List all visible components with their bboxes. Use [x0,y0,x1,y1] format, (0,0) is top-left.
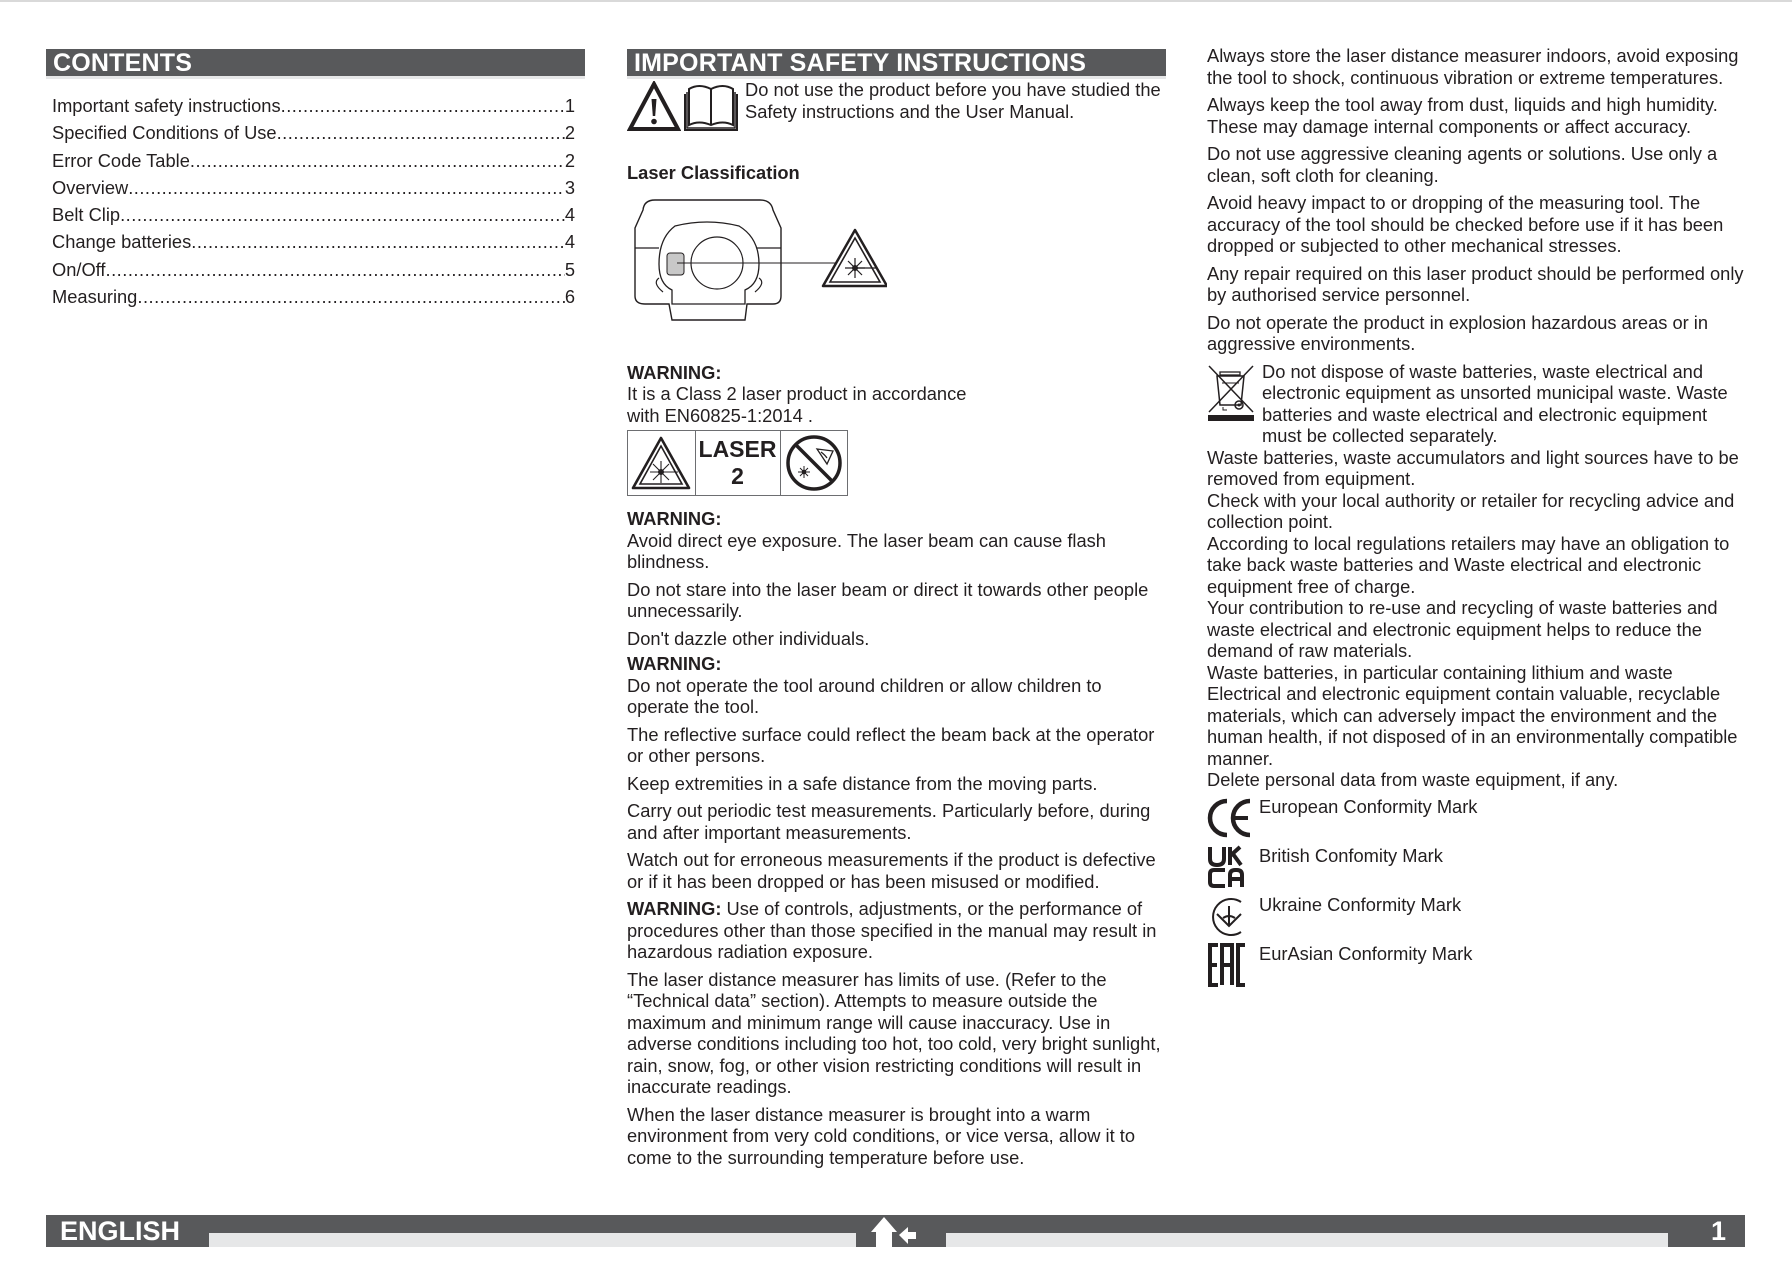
table-of-contents [46,92,585,310]
weee-notice [1207,361,1747,447]
conformity-mark-label: European Conformity Mark [1259,795,1478,817]
toc-item-label: Specified Conditions of Use [52,122,277,144]
toc-leader-dots [190,147,565,174]
warning-label: WARNING: [627,898,722,919]
laser-label-line1: LASER [698,436,777,462]
toc-item-page: 4 [564,204,575,226]
do-not-stare-into-beam-icon [783,434,845,492]
disposal-paragraph: Check with your local authority or retailer for recycling advice and collection point. [1207,489,1735,532]
toc-leader-dots [106,256,565,283]
laser-device-illustration [627,198,1166,328]
toc-item[interactable] [52,147,575,174]
laser-classification-heading: Laser Classification [627,162,800,183]
toc-item-page: 2 [564,149,575,171]
toc-item[interactable] [52,92,575,119]
toc-item[interactable] [52,256,575,283]
safety-paragraph: When the laser distance measurer is brought into a warm environment from very cold conditions, or vice versa, allow it to come to the surrounding temperature before use. [627,1103,1136,1168]
safety-column [627,49,1166,1168]
safety-paragraph: Don't dazzle other individuals. [627,627,870,649]
safety-paragraph: The laser distance measurer has limits of use. (Refer to the “Technical data” section). Attempts to measure outside the maximum and minimum range will cause inaccuracy. Use in adverse conditions including too hot, too cold, very bright sunlight, rain, snow, fog, or other vision restricting conditions will result in inaccurate readings. [627,968,1161,1097]
contents-heading: CONTENTS [46,49,585,76]
ukca-mark-icon [1207,845,1253,889]
toc-item-label: Overview [52,176,129,198]
care-paragraph: Do not operate the product in explosion hazardous areas or in aggressive environments. [1207,311,1709,354]
page-number: 1 [1668,1215,1745,1247]
safety-intro [627,81,1166,133]
conformity-mark-label: EurAsian Conformity Mark [1259,942,1473,964]
toc-item-page: 3 [564,176,575,198]
crossed-out-bin-icon [1207,363,1257,425]
care-paragraph: Always keep the tool away from dust, liquids and high humidity. These may damage internal components or affect accuracy. [1207,94,1718,137]
laser-class-text-2: with EN60825-1:2014 . [627,404,813,426]
toc-item-page: 1 [564,95,575,116]
no-stare-cell [781,431,848,495]
eac-mark-icon [1207,943,1253,987]
warning-label: WARNING: [627,508,722,529]
toc-item-page: 2 [564,122,575,144]
toc-leader-dots [277,119,565,146]
laser-device-drawing [627,198,887,323]
contents-column [46,49,585,310]
toc-leader-dots [128,174,565,201]
warning-triangle-icon [627,81,681,133]
toc-item[interactable] [52,201,575,228]
page-footer [46,1215,1745,1247]
toc-leader-dots [191,228,565,255]
warning-label: WARNING: [627,653,722,674]
safety-paragraph: Watch out for erroneous measurements if the product is defective or if it has been dropped or has been misused or modified. [627,849,1156,892]
toc-leader-dots [137,283,564,310]
safety-paragraph: Carry out periodic test measurements. Particularly before, during and after important measurements. [627,800,1151,843]
safety-paragraph: Do not stare into the laser beam or direct it towards other people unnecessarily. [627,578,1149,621]
toc-leader-dots [120,201,565,228]
laser-label-line2: 2 [731,463,744,489]
conformity-mark-label: Ukraine Conformity Mark [1259,893,1462,915]
laser-class-text-cell [696,431,781,495]
toc-item[interactable] [52,119,575,146]
warning-label: WARNING: [627,361,722,383]
weee-text: Do not dispose of waste batteries, waste electrical and electronic equipment as unsorted municipal waste. Waste batteries and waste electrical and electronic equipment must be collected separately. [1262,360,1728,446]
disposal-paragraph: According to local regulations retailers may have an obligation to take back waste batteries and Waste electrical and electronic equipment free of charge. [1207,532,1730,597]
ce-mark-icon [1207,796,1253,840]
care-paragraph: Always store the laser distance measurer indoors, avoid exposing the tool to shock, continuous vibration or extreme temperatures. [1207,45,1739,88]
laser-hazard-cell [628,431,696,495]
toc-item-label: Change batteries [52,231,192,253]
toc-item-page: 4 [564,231,575,253]
warning-inline-text: Use of controls, adjustments, or the performance of procedures other than those specified in the manual may result in hazardous radiation exposure. [627,898,1157,962]
conformity-mark-item [1207,845,1747,894]
safety-intro-text: Do not use the product before you have studied the Safety instructions and the User Manual. [745,79,1161,122]
home-back-button[interactable] [856,1215,946,1247]
toc-item-label: Error Code Table [52,149,190,171]
toc-item-label: Important safety instructions [52,95,281,116]
laser-class-text-1: It is a Class 2 laser product in accordance [627,383,967,404]
care-paragraph: Any repair required on this laser product should be performed only by authorised service personnel. [1207,262,1744,305]
toc-item[interactable] [52,174,575,201]
toc-item[interactable] [52,228,575,255]
conformity-marks [1207,796,1747,992]
conformity-mark-item [1207,796,1747,845]
care-paragraph: Avoid heavy impact to or dropping of the measuring tool. The accuracy of the tool should be checked before use if it has been dropped or subjected to other mechanical stresses. [1207,192,1724,256]
home-back-icon [856,1215,946,1247]
disposal-paragraph: Delete personal data from waste equipment, if any. [1207,769,1619,790]
care-disposal-column [1207,45,1747,992]
toc-item-page: 6 [564,286,575,308]
toc-item-label: Measuring [52,286,138,308]
safety-warning-paragraph [627,898,1166,963]
disposal-paragraph: Waste batteries, in particular containing lithium and waste Electrical and electronic equipment contain valuable, recyclable materials, which can adversely impact the environment and the human health, if not disposed of in an environmentally compatible manner. [1207,661,1738,769]
safety-paragraph: Keep extremities in a safe distance from the moving parts. [627,772,1098,794]
disposal-paragraph: Your contribution to re-use and recycling of waste batteries and waste electrical and electronic equipment helps to reduce the demand of raw materials. [1207,597,1718,661]
toc-item-page: 5 [564,258,575,280]
care-paragraph: Do not use aggressive cleaning agents or solutions. Use only a clean, soft cloth for cleaning. [1207,143,1718,186]
safety-paragraph: The reflective surface could reflect the beam back at the operator or other persons. [627,723,1155,766]
laser-class-label-panel [627,430,848,496]
toc-item-label: On/Off [52,258,106,280]
disposal-paragraph: Waste batteries, waste accumulators and light sources have to be removed from equipment. [1207,446,1739,489]
toc-item[interactable] [52,283,575,310]
safety-heading: IMPORTANT SAFETY INSTRUCTIONS [627,49,1166,76]
manual-book-icon [681,81,741,133]
toc-item-label: Belt Clip [52,204,121,226]
conformity-mark-item [1207,894,1747,943]
page-top-border [0,0,1792,2]
conformity-mark-item [1207,943,1747,992]
footer-language: ENGLISH [46,1215,209,1247]
toc-leader-dots [281,92,565,119]
laser-hazard-icon [630,434,692,492]
safety-paragraph: Avoid direct eye exposure. The laser beam can cause flash blindness. [627,529,1106,572]
safety-paragraph: Do not operate the tool around children or allow children to operate the tool. [627,674,1102,717]
conformity-mark-label: British Confomity Mark [1259,844,1443,866]
ua-mark-icon [1207,894,1253,938]
